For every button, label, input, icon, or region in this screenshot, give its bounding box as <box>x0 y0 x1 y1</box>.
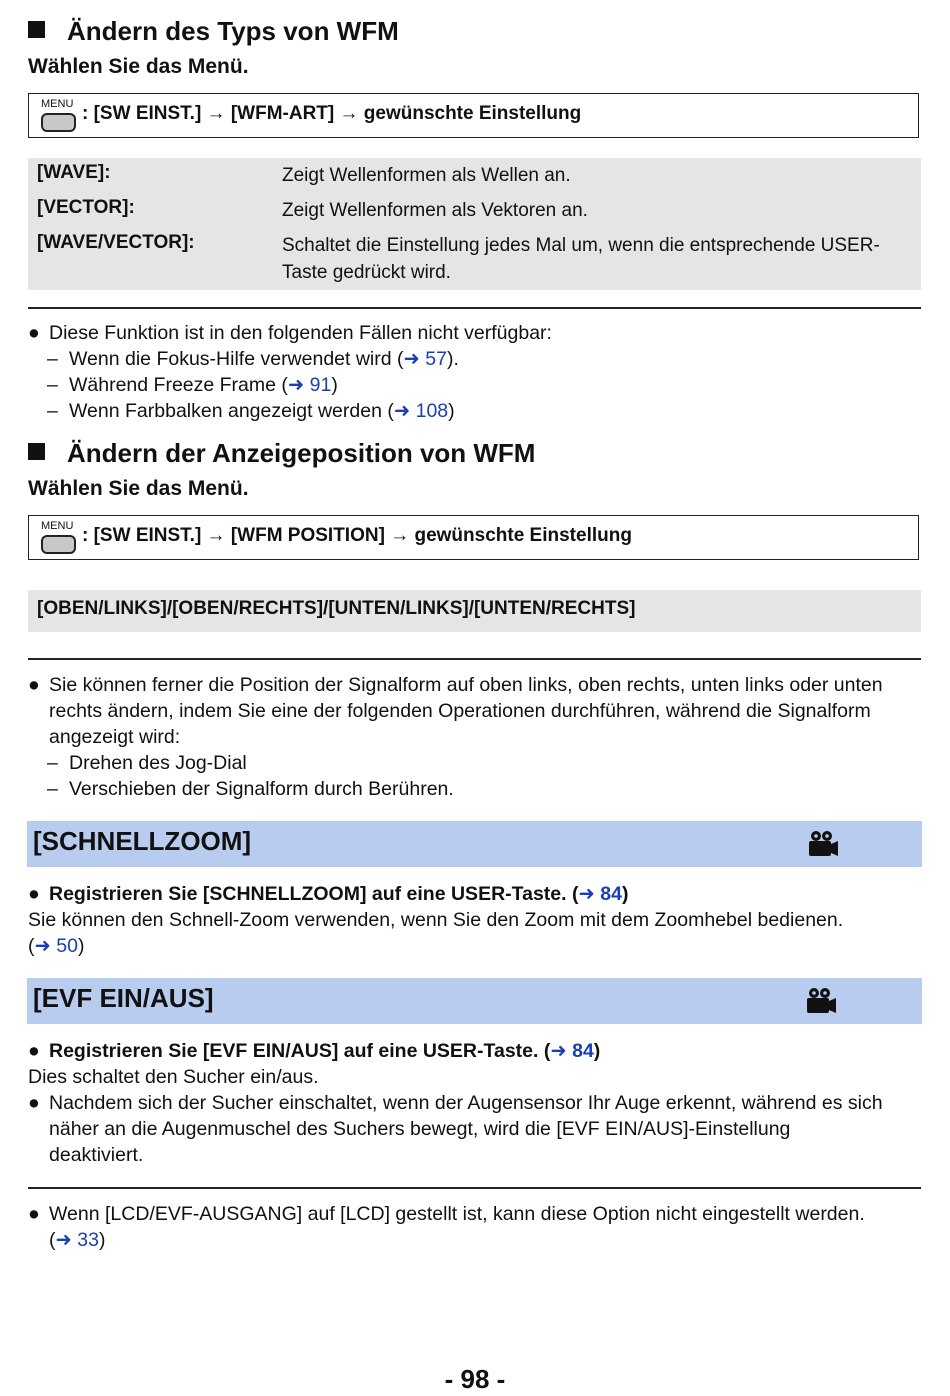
register-text: Registrieren Sie [EVF EIN/AUS] auf eine USER-Taste. ( <box>49 1040 551 1062</box>
note-position <box>0 672 950 807</box>
menu-button-icon <box>41 113 76 132</box>
case-text: Während Freeze Frame ( <box>69 374 288 396</box>
register-text: Registrieren Sie [SCHNELLZOOM] auf eine USER-Taste. ( <box>49 883 579 905</box>
divider <box>28 1187 921 1189</box>
menu-label: MENU <box>41 98 74 110</box>
menu-path-text: : [SW EINST.] → [WFM-ART] → gewünschte Einstellung <box>82 103 582 124</box>
register-note <box>49 881 628 907</box>
option-key: [WAVE/VECTOR]: <box>37 232 195 253</box>
page-link[interactable]: ➜ 33 <box>55 1229 99 1251</box>
bullet-icon: ● <box>28 1092 40 1114</box>
schnellzoom-content <box>0 881 950 961</box>
section-title: [SCHNELLZOOM] <box>33 826 252 856</box>
divider <box>28 658 921 660</box>
bullet-icon: ● <box>28 1040 40 1062</box>
section-band-evf <box>27 978 922 1024</box>
options-table <box>28 590 921 632</box>
square-bullet-icon <box>28 443 45 460</box>
menu-label: MENU <box>41 520 74 532</box>
note-line: angezeigt wird: <box>49 726 181 748</box>
bullet-icon: ● <box>28 674 40 696</box>
movie-camera-icon <box>805 987 837 1015</box>
case-text: Wenn die Fokus-Hilfe verwendet wird ( <box>69 348 404 370</box>
option-key: [VECTOR]: <box>37 197 135 218</box>
note-line: rechts ändern, indem Sie eine der folgenden Operationen durchführen, während die Signalform <box>49 700 871 722</box>
heading-wfm-type <box>28 16 399 47</box>
subheading-select-menu: Wählen Sie das Menü. <box>28 55 249 78</box>
page-link[interactable]: ➜ 50 <box>34 935 78 957</box>
option-value: Zeigt Wellenformen als Vektoren an. <box>282 200 588 221</box>
bullet-icon: ● <box>28 883 40 905</box>
note-line: Nachdem sich der Sucher einschaltet, wenn der Augensensor Ihr Auge erkennt, während es sich <box>49 1092 883 1114</box>
menu-path-text: : [SW EINST.] → [WFM POSITION] → gewünschte Einstellung <box>82 525 632 546</box>
case-text: Wenn Farbbalken angezeigt werden ( <box>69 400 394 422</box>
page-link[interactable]: ➜ 84 <box>578 883 622 905</box>
dash-icon: – <box>47 400 58 422</box>
movie-camera-icon <box>807 830 839 858</box>
heading-text: Ändern des Typs von WFM <box>67 16 399 46</box>
option-value: Zeigt Wellenformen als Wellen an. <box>282 165 571 186</box>
page-link[interactable]: ➜ 84 <box>550 1040 594 1062</box>
dash-icon: – <box>47 778 58 800</box>
square-bullet-icon <box>28 21 45 38</box>
body-text: Dies schaltet den Sucher ein/aus. <box>28 1066 319 1088</box>
subheading-select-menu: Wählen Sie das Menü. <box>28 477 249 500</box>
paren-close: ) <box>77 935 85 957</box>
operation-item: Verschieben der Signalform durch Berühren. <box>69 778 454 800</box>
menu-path-box <box>28 93 919 138</box>
divider <box>28 307 921 309</box>
note-line: Wenn [LCD/EVF-AUSGANG] auf [LCD] gestellt ist, kann diese Option nicht eingestellt werden. <box>49 1203 865 1225</box>
note-ref <box>49 1227 105 1253</box>
register-after: ) <box>593 1040 601 1062</box>
page-number: - 98 - <box>444 1364 506 1394</box>
case-after: ). <box>446 348 459 370</box>
page-link[interactable]: ➜ 91 <box>287 374 332 396</box>
paren-open: ( <box>28 935 35 957</box>
bullet-icon: ● <box>28 322 40 344</box>
option-key: [WAVE]: <box>37 162 111 183</box>
paren-open: ( <box>49 1229 56 1251</box>
case-item <box>69 346 459 372</box>
section-band-schnellzoom <box>27 821 922 867</box>
register-after: ) <box>621 883 629 905</box>
option-value: Schaltet die Einstellung jedes Mal um, wenn die entsprechende USER-Taste gedrückt wird. <box>282 235 880 283</box>
heading-wfm-position <box>28 438 535 469</box>
heading-text: Ändern der Anzeigeposition von WFM <box>67 438 536 468</box>
case-item <box>69 398 455 424</box>
operation-item: Drehen des Jog-Dial <box>69 752 247 774</box>
section-title: [EVF EIN/AUS] <box>33 983 214 1013</box>
menu-button-icon <box>41 535 76 554</box>
page-link[interactable]: ➜ 57 <box>403 348 447 370</box>
case-after: ) <box>331 374 338 396</box>
case-after: ) <box>448 400 455 422</box>
bullet-icon: ● <box>28 1203 40 1225</box>
options-table <box>28 158 921 290</box>
note-text: Diese Funktion ist in den folgenden Fällen nicht verfügbar: <box>49 322 552 344</box>
body-text: Sie können den Schnell-Zoom verwenden, wenn Sie den Zoom mit dem Zoomhebel bedienen. <box>28 909 844 931</box>
note-unavailable <box>0 320 950 430</box>
dash-icon: – <box>47 752 58 774</box>
page-link[interactable]: ➜ 108 <box>393 400 449 422</box>
case-item <box>69 372 338 398</box>
note-line: deaktiviert. <box>49 1144 144 1166</box>
dash-icon: – <box>47 374 58 396</box>
option-key: [OBEN/LINKS]/[OBEN/RECHTS]/[UNTEN/LINKS]/[UNTEN/RECHTS] <box>37 598 636 619</box>
paren-close: ) <box>98 1229 106 1251</box>
evf-content <box>0 1038 950 1173</box>
body-ref <box>28 933 84 959</box>
dash-icon: – <box>47 348 58 370</box>
menu-path-box <box>28 515 919 560</box>
evf-note-lcd <box>0 1201 950 1256</box>
note-line: Sie können ferner die Position der Signalform auf oben links, oben rechts, unten links oder unten <box>49 674 883 696</box>
note-line: näher an die Augenmuschel des Suchers bewegt, wird die [EVF EIN/AUS]-Einstellung <box>49 1118 791 1140</box>
register-note <box>49 1038 600 1064</box>
